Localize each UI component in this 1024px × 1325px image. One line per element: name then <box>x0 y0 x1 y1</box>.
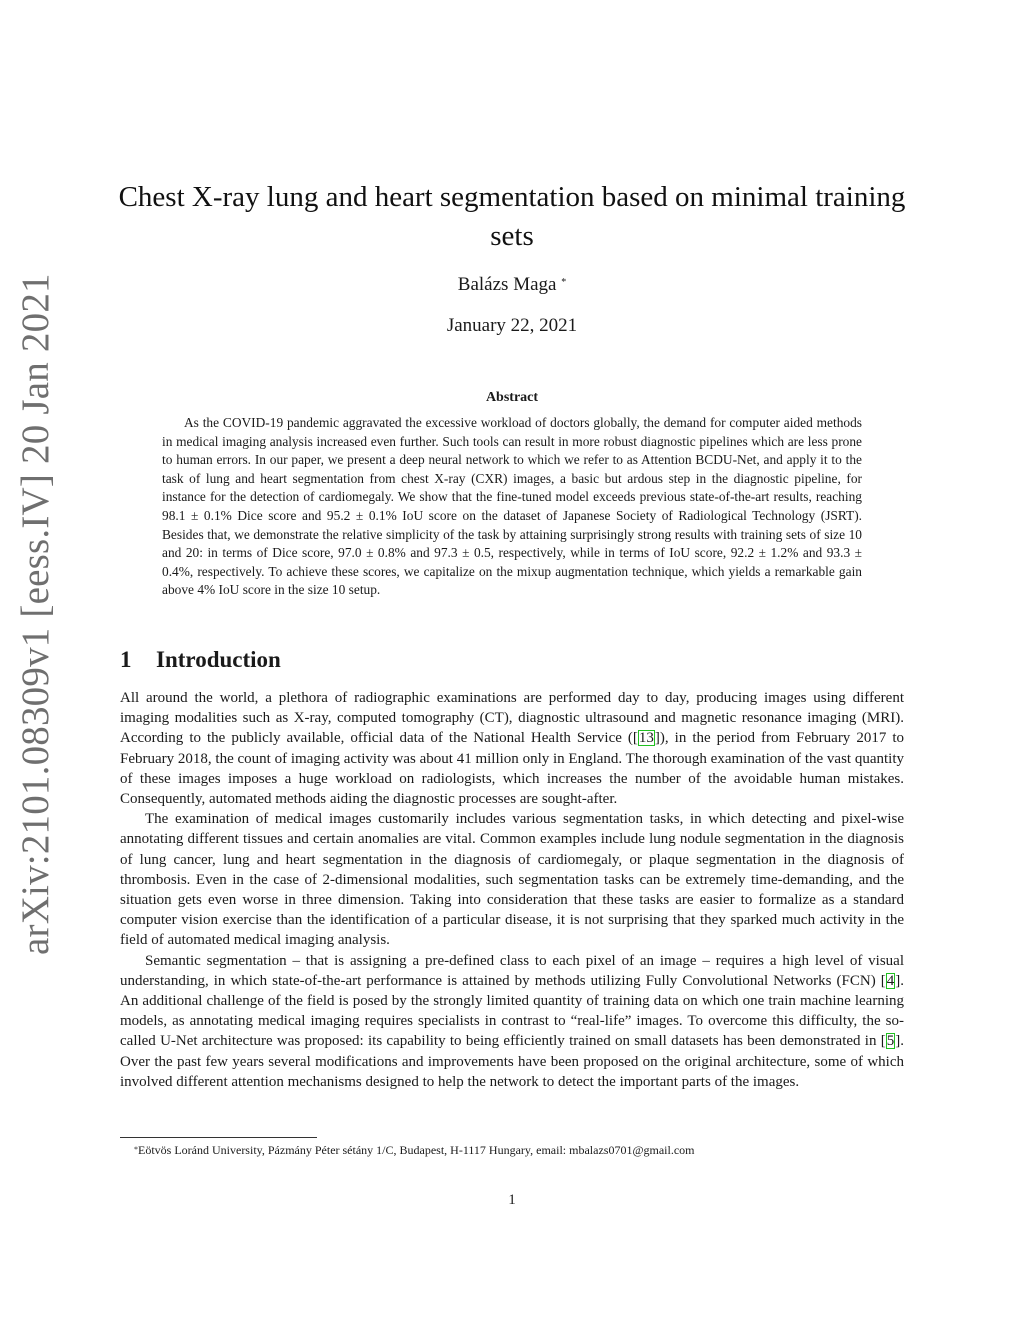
citation-link-4[interactable]: 4 <box>886 972 895 989</box>
paragraph-3-text-b: ]. An additional challenge of the field is posed by the strongly limited quantity of training data on which one train machine learning models, as annotating medical imaging requires specialists in contrast to “real-life” images. To overcome this difficulty, the so-called U-Net architecture was proposed: its capability to being efficiently trained on small datasets has been demonstrated in [ <box>120 972 904 1050</box>
author-footnote-mark[interactable]: * <box>561 277 567 288</box>
paragraph-3-text-c: ]. Over the past few years several modifications and improvements have been proposed on the original architecture, some of which involved different attention mechanisms designed to help the network to detect the important parts of the images. <box>120 1033 904 1090</box>
section-title: Introduction <box>156 647 281 672</box>
paragraph-1-text-a: All around the world, a plethora of radiographic examinations are performed day to day, producing images using different imaging modalities such as X-ray, computed tomography (CT), diagnostic ultrasound and magnetic resonance imaging (MRI). According to the publicly available, official data of the National Health Service ([ <box>120 690 904 747</box>
publication-date: January 22, 2021 <box>446 315 578 336</box>
citation-link-13[interactable]: 13 <box>638 730 654 747</box>
abstract-heading: Abstract <box>485 390 539 405</box>
abstract-text: As the COVID-19 pandemic aggravated the excessive workload of doctors globally, the demand for computer aided methods in medical imaging analysis increased even further. Such tools can result in more robust diagnostic pipelines which are less prone to human errors. In our paper, we present a deep neural network to which we refer to as Attention BCDU-Net, and apply it to the task of lung and heart segmentation from chest X-ray (CXR) images, a basic but ardous step in the diagnostic pipeline, for instance for the detection of cardiomegaly. We show that the fine-tuned model exceeds previous state-of-the-art results, reaching 98.1 ± 0.1% Dice score and 95.2 ± 0.1% IoU score on the dataset of Japanese Society of Radiological Technology (JSRT). Besides that, we demonstrate the relative simplicity of the task by attaining surprisingly strong results with training sets of size 10 and 20: in terms of Dice score, 97.0 ± 0.8% and 97.3 ± 0.5, respectively, while in terms of IoU score, 92.2 ± 1.2% and 93.3 ± 0.4%, respectively. To achieve these scores, we capitalize on the mixup augmentation technique, which yields a remarkable gain above 4% IoU score in the size 10 setup. <box>162 415 862 598</box>
author-name: Balázs Maga <box>457 274 557 295</box>
paragraph-2: The examination of medical images customarily includes various segmentation tasks, in which detecting and pixel-wise annotating different tissues and certain anomalies are vital. Common examples include lung nodule segmentation in the diagnosis of lung cancer, lung and heart segmentation in the diagnosis of cardiomegaly, or plaque segmentation in the diagnosis of thrombosis. Even in the case of 2-dimensional modalities, such segmentation tasks can be extremely time-demanding, and the situation gets even worse in three dimension. Taking into consideration that these tasks are easier to formalize as a standard computer vision exercise than the identification of a particular disease, it is not surprising that they sparked much activity in the field of automated medical imaging analysis. <box>120 811 904 949</box>
footnote-divider <box>120 1137 317 1138</box>
paragraph-3-text-a: Semantic segmentation – that is assigning a pre-defined class to each pixel of an image – requires a high level of visual understanding, in which state-of-the-art performance is attained by methods utilizing Fully Convolutional Networks (FCN) [ <box>120 952 904 989</box>
section-number: 1 <box>120 647 132 672</box>
arxiv-side-stamp: arXiv:2101.08309v1 [eess.IV] 20 Jan 2021 <box>14 273 57 955</box>
paragraph-1 <box>120 688 904 809</box>
section-heading <box>120 644 904 676</box>
paper-title: Chest X-ray lung and heart segmentation based on minimal training sets <box>118 181 906 252</box>
footnote <box>134 1142 904 1158</box>
footnote-text: Eötvös Loránd University, Pázmány Péter sétány 1/C, Budapest, H-1117 Hungary, email: mbalazs0701@gmail.com <box>138 1143 695 1157</box>
author-line <box>100 272 924 298</box>
page-number: 1 <box>508 1192 516 1208</box>
paragraph-3 <box>120 951 904 1092</box>
footnote-mark: * <box>134 1145 138 1154</box>
paragraph-1-text-b: ]), in the period from February 2017 to February 2018, the count of imaging activity was about 41 million only in England. The thorough examination of the vast quantity of these images imposes a huge workload on radiologists, which increases the number of the avoidable human mistakes. Consequently, automated methods aiding the diagnostic processes are sought-after. <box>120 730 904 808</box>
section-body <box>120 688 904 1092</box>
citation-link-5[interactable]: 5 <box>886 1033 895 1050</box>
